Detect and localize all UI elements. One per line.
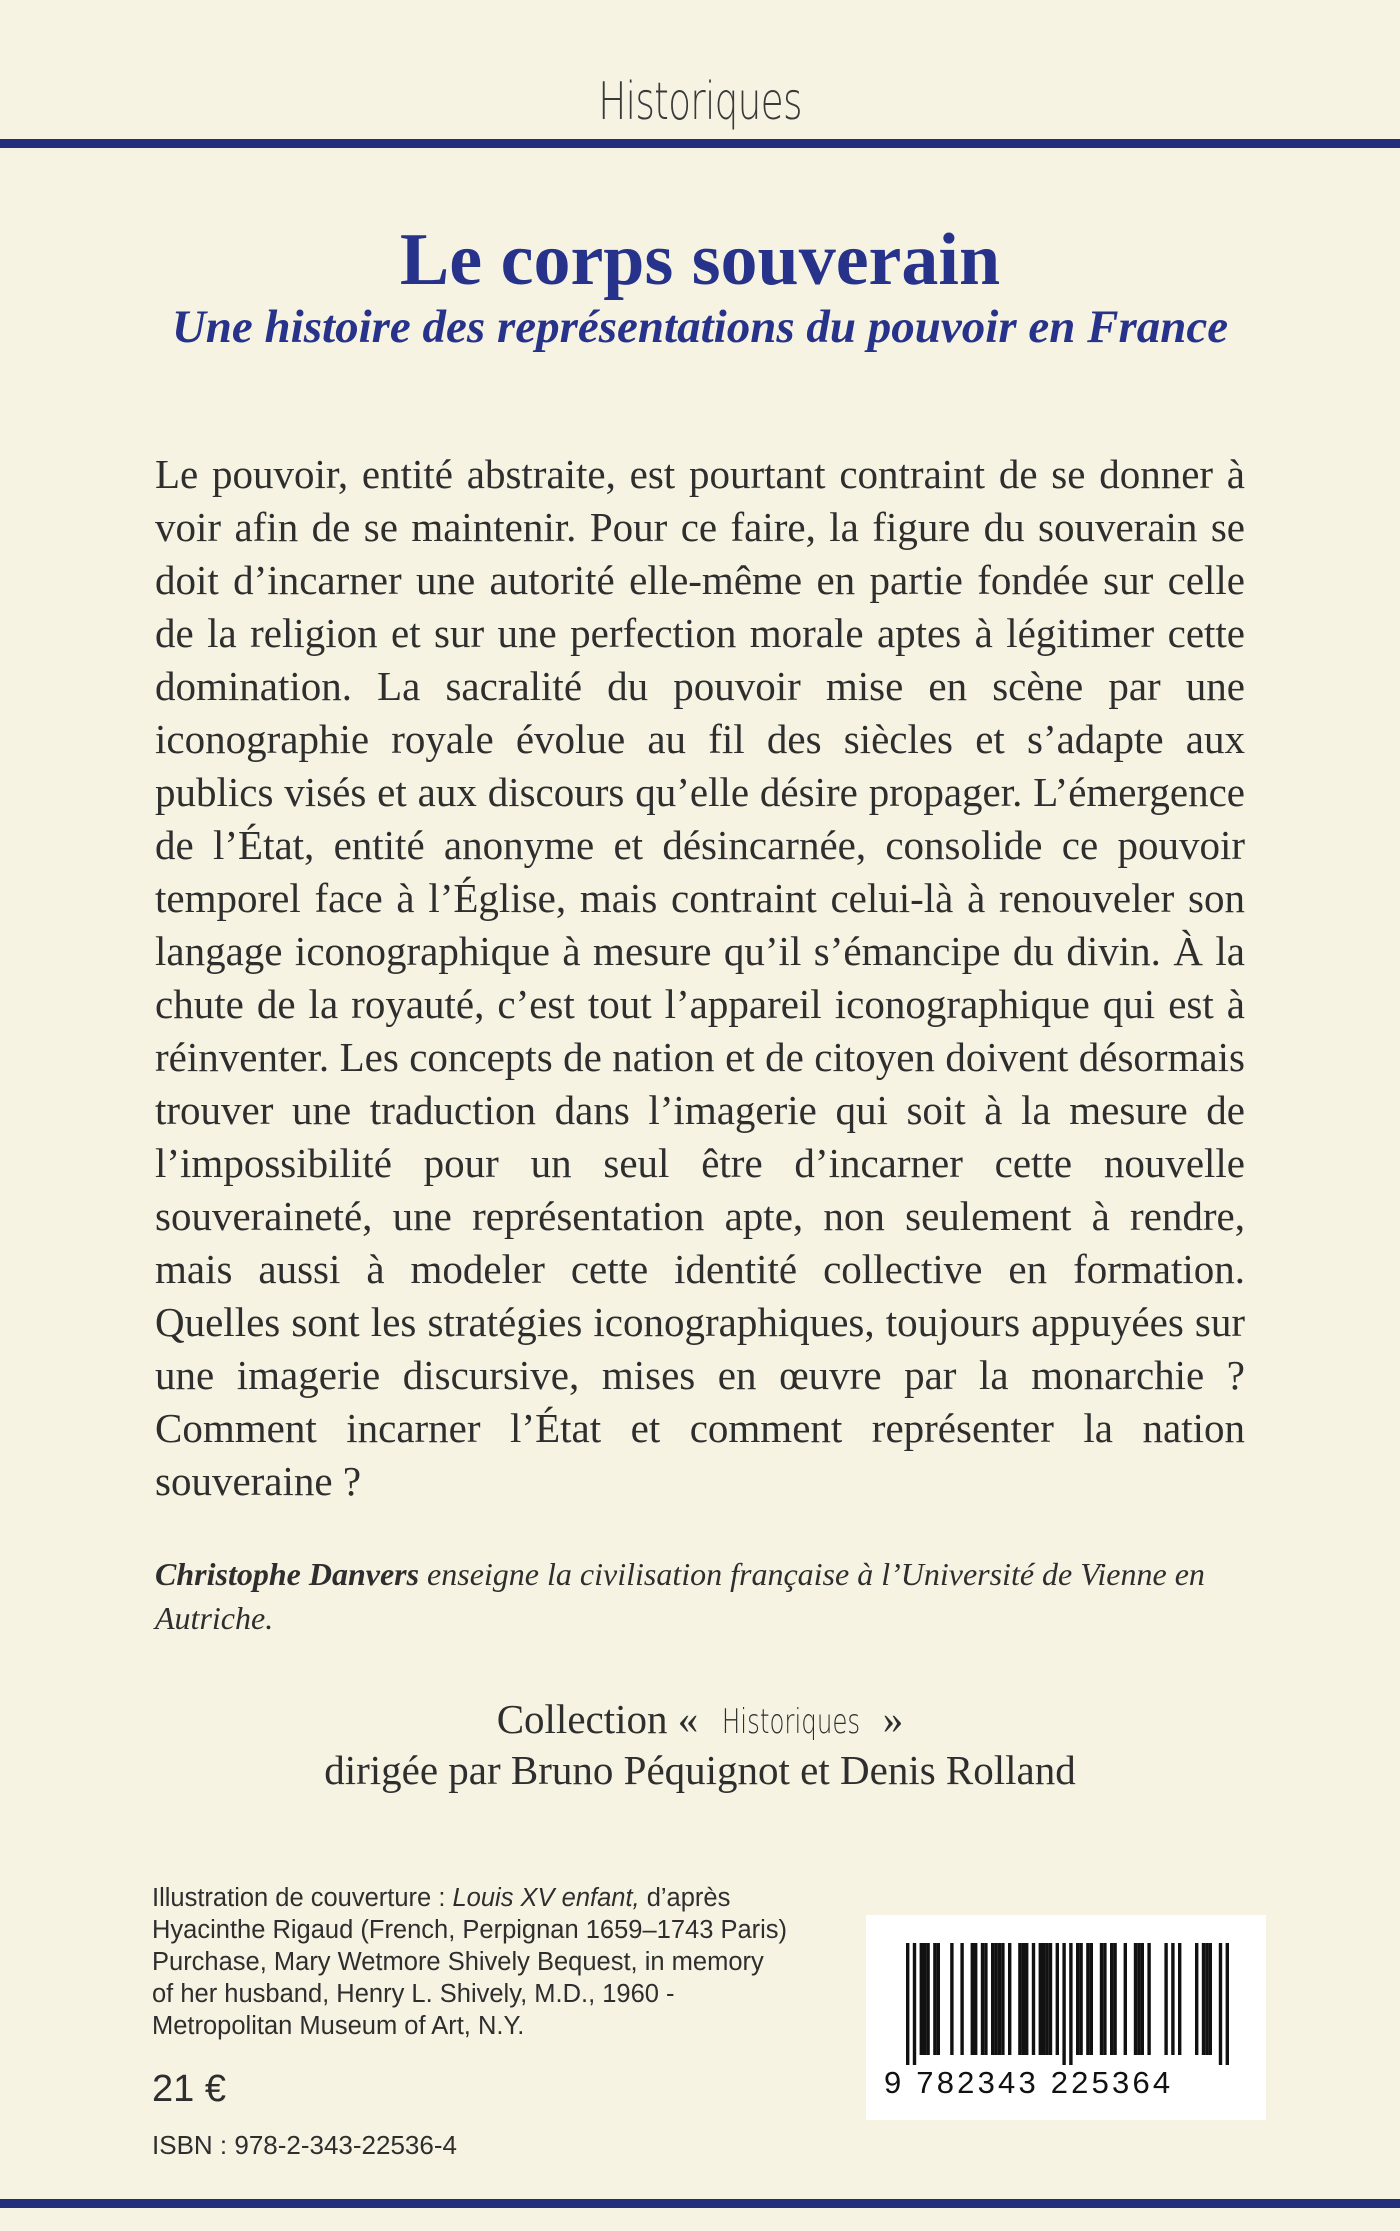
barcode-bar bbox=[971, 1943, 974, 2055]
author-bio-text: enseigne la civilisation française à l’Université de Vienne en Autriche. bbox=[155, 1556, 1205, 1636]
barcode-bar bbox=[1141, 1943, 1144, 2055]
collection-prefix: Collection « bbox=[496, 1696, 709, 1742]
barcode-bar bbox=[1090, 1943, 1093, 2055]
barcode-bar bbox=[1062, 1943, 1065, 2065]
barcode-bar bbox=[1086, 1943, 1089, 2055]
collection-info bbox=[0, 1695, 1400, 1794]
barcode-bar bbox=[1103, 1943, 1106, 2055]
collection-suffix: » bbox=[872, 1696, 904, 1742]
barcode-bar bbox=[933, 1943, 936, 2055]
barcode-bars bbox=[866, 1915, 1266, 2065]
series-logo: Historiques bbox=[598, 72, 802, 132]
isbn: ISBN : 978-2-343-22536-4 bbox=[152, 2130, 457, 2160]
collection-name: Historiques bbox=[721, 1702, 860, 1742]
barcode-bar bbox=[950, 1943, 953, 2055]
barcode-bar bbox=[906, 1943, 909, 2065]
barcode-bar bbox=[1042, 1943, 1045, 2055]
barcode-bar bbox=[981, 1943, 984, 2055]
barcode-bar bbox=[1205, 1943, 1208, 2055]
top-divider bbox=[0, 139, 1400, 148]
barcode-bar bbox=[1164, 1943, 1167, 2055]
barcode-bar bbox=[1226, 1943, 1229, 2065]
collection-directors: dirigée par Bruno Péquignot et Denis Rolland bbox=[324, 1747, 1076, 1793]
price: 21 € bbox=[152, 2068, 226, 2110]
barcode-bar bbox=[1134, 1943, 1137, 2055]
barcode-bar bbox=[1018, 1943, 1021, 2055]
barcode-bar bbox=[1100, 1943, 1103, 2055]
credit-work-title: Louis XV enfant, bbox=[452, 1884, 640, 1912]
author-name: Christophe Danvers bbox=[155, 1556, 420, 1592]
illustration-credit bbox=[152, 1882, 792, 2042]
bottom-divider bbox=[0, 2199, 1400, 2208]
barcode-digits: 9 782343 225364 bbox=[884, 2065, 1174, 2100]
barcode-bar bbox=[926, 1943, 929, 2055]
book-title: Le corps souverain bbox=[399, 219, 1001, 301]
barcode-bar bbox=[1147, 1943, 1150, 2055]
barcode-bar bbox=[923, 1943, 926, 2055]
barcode-bar bbox=[1178, 1943, 1181, 2055]
barcode-bar bbox=[1032, 1943, 1035, 2055]
barcode-bar bbox=[1124, 1943, 1127, 2055]
barcode-bar bbox=[1069, 1943, 1072, 2065]
barcode-bar bbox=[998, 1943, 1001, 2055]
author-bio bbox=[155, 1552, 1245, 1640]
barcode-bar bbox=[1045, 1943, 1048, 2055]
barcode-bar bbox=[1113, 1943, 1116, 2055]
barcode-bar bbox=[994, 1943, 997, 2055]
barcode-bar bbox=[974, 1943, 977, 2055]
credit-label: Illustration de couverture : bbox=[152, 1884, 453, 1912]
barcode-bar bbox=[1137, 1943, 1140, 2055]
barcode-bar bbox=[1022, 1943, 1025, 2055]
barcode-bar bbox=[937, 1943, 940, 2055]
barcode-bar bbox=[1056, 1943, 1059, 2055]
barcode-bar bbox=[1039, 1943, 1042, 2055]
barcode-bar bbox=[1171, 1943, 1174, 2055]
barcode-bar bbox=[1079, 1943, 1082, 2055]
barcode-bar bbox=[1008, 1943, 1011, 2055]
credit-details: d’après Hyacinthe Rigaud (French, Perpignan 1659–1743 Paris) Purchase, Mary Wetmore Shively Bequest, in memory of her husband, Henry L. Shively, M.D., 1960 - Metropolitan Museum of Art, N.Y. bbox=[152, 1884, 788, 2040]
barcode-bar bbox=[1025, 1943, 1028, 2055]
barcode-bar bbox=[1049, 1943, 1052, 2055]
barcode-bar bbox=[913, 1943, 916, 2065]
barcode bbox=[866, 1915, 1266, 2120]
barcode-bar bbox=[1001, 1943, 1004, 2055]
barcode-bar bbox=[960, 1943, 963, 2055]
barcode-bar bbox=[1110, 1943, 1113, 2055]
barcode-bar bbox=[1195, 1943, 1198, 2055]
barcode-bar bbox=[991, 1943, 994, 2055]
barcode-bar bbox=[1219, 1943, 1222, 2065]
barcode-bar bbox=[1076, 1943, 1079, 2055]
barcode-bar bbox=[1202, 1943, 1205, 2055]
collection-line bbox=[0, 1695, 1400, 1746]
barcode-bar bbox=[1209, 1943, 1212, 2055]
book-subtitle: Une histoire des représentations du pouvoir en France bbox=[171, 301, 1229, 353]
barcode-bar bbox=[920, 1943, 923, 2055]
back-cover-summary: Le pouvoir, entité abstraite, est pourtant contraint de se donner à voir afin de se maintenir. Pour ce faire, la figure du souverain se doit d’incarner une autorité elle-même en partie fondée sur celle de la religion et sur une perfection morale aptes à légitimer cette domination. La sacralité du pouvoir mise en scène par une iconographie royale évolue au fil des siècles et s’adapte aux publics visés et aux discours qu’elle désire propager. L’émergence de l’État, entité anonyme et désincarnée, consolide ce pouvoir temporel face à l’Église, mais contraint celui-là à renouveler son langage iconographique à mesure qu’il s’émancipe du divin. À la chute de la royauté, c’est tout l’appareil iconographique qui est à réinventer. Les concepts de nation et de citoyen doivent désormais trouver une traduction dans l’imagerie qui soit à la mesure de l’impossibilité pour un seul être d’incarner cette nouvelle souveraineté, une représentation apte, non seulement à rendre, mais aussi à modeler cette identité collective en formation. Quelles sont les stratégies iconographiques, toujours appuyées sur une imagerie discursive, mises en œuvre par la monarchie ? Comment incarner l’État et comment représenter la nation souveraine ? bbox=[155, 451, 1245, 1504]
barcode-bar bbox=[984, 1943, 987, 2055]
